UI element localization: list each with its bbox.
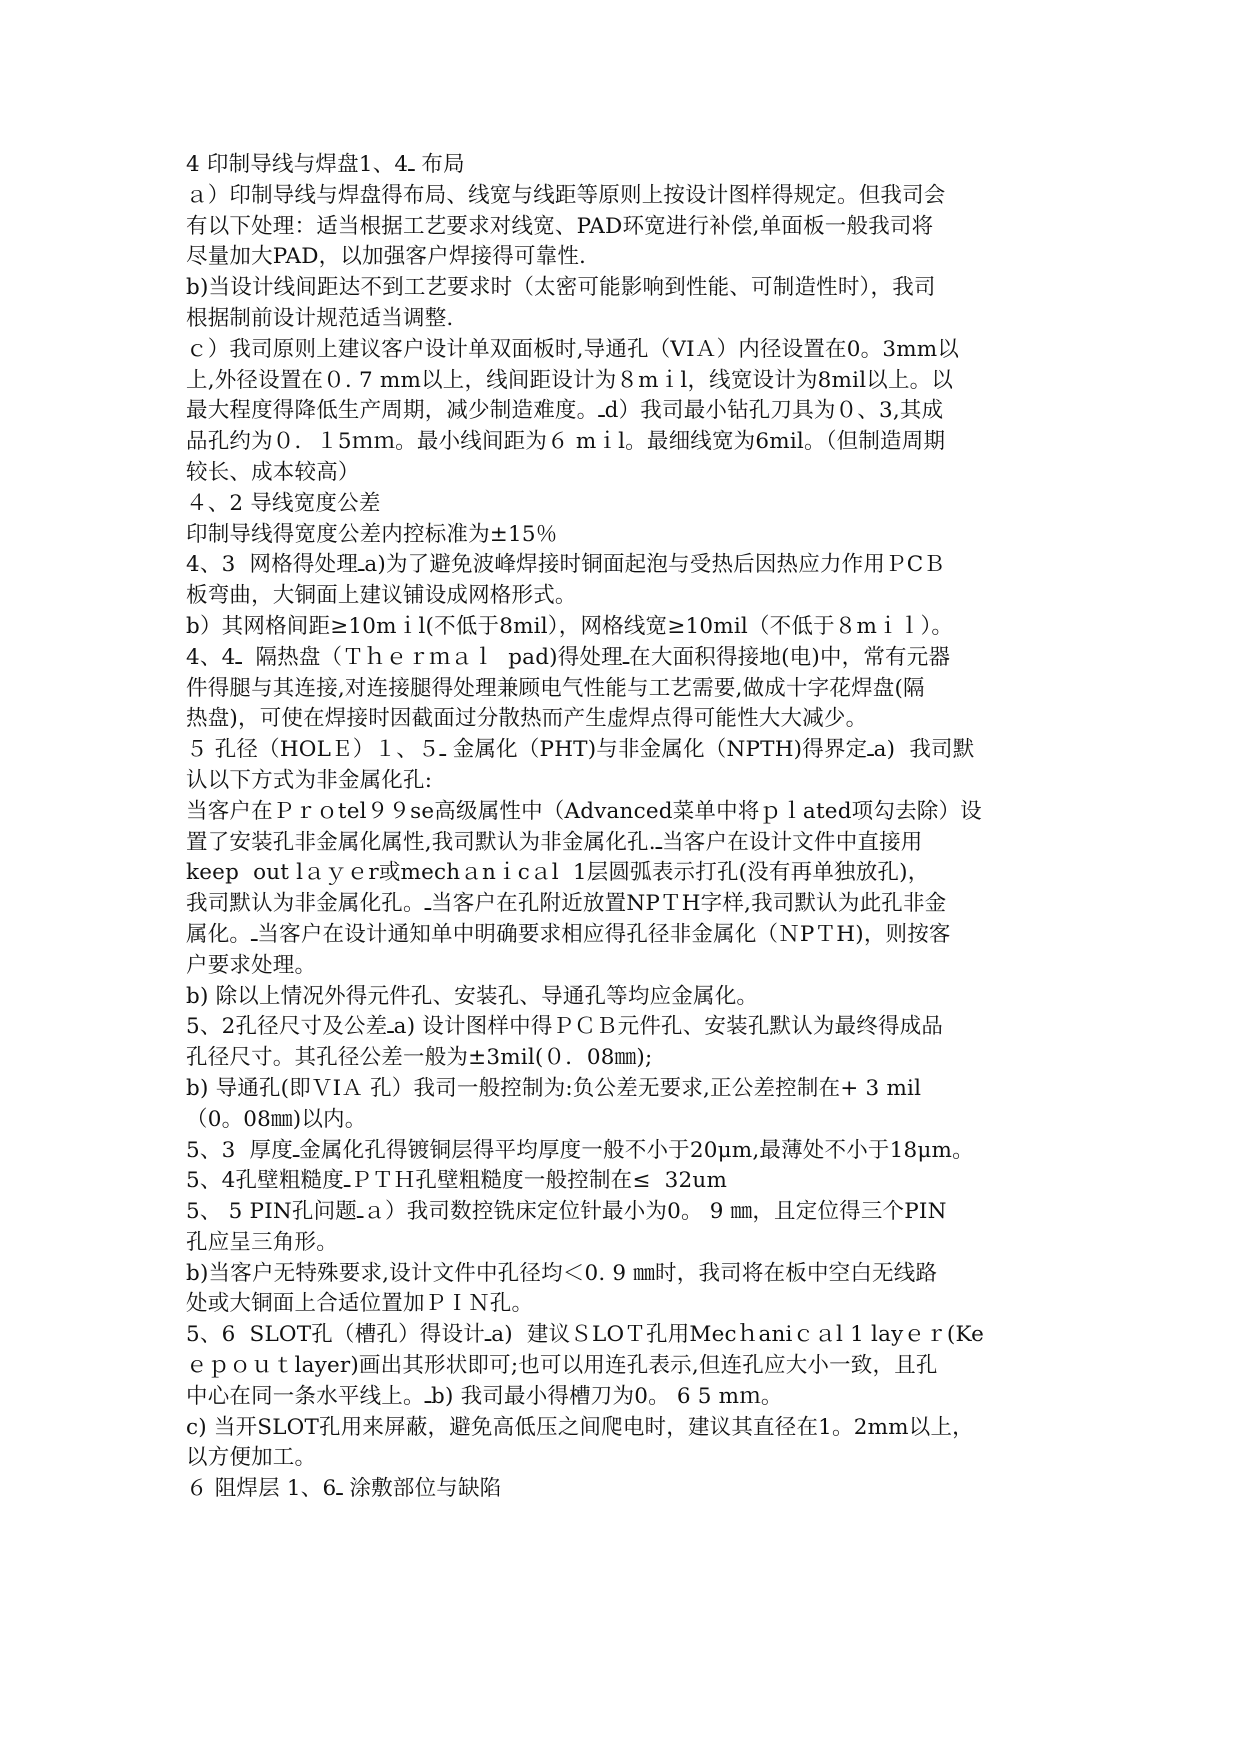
text-line: 板弯曲，大铜面上建议铺设成网格形式。 bbox=[186, 583, 577, 609]
text-line: b)当设计线间距达不到工艺要求时（太密可能影响到性能、可制造性时），我司 bbox=[186, 275, 936, 301]
text-line: 根据制前设计规范适当调整. bbox=[186, 305, 454, 331]
text-line: 5、4孔壁粗糙度ـＰＴＨ孔壁粗糙度一般控制在≤ 32um bbox=[186, 1168, 728, 1194]
text-line: b) 导通孔(即ＶIＡ 孔）我司一般控制为:负公差无要求,正公差控制在+ 3 mil bbox=[186, 1075, 922, 1101]
text-line: c) 当开SLOT孔用来屏蔽，避免高低压之间爬电时，建议其直径在1。2mm以上， bbox=[186, 1414, 974, 1440]
text-line: 孔应呈三角形。 bbox=[186, 1229, 338, 1255]
text-line: 处或大铜面上合适位置加ＰＩＮ孔。 bbox=[186, 1291, 534, 1317]
text-line: 印制导线得宽度公差内控标准为±15％ bbox=[186, 521, 558, 547]
text-line: 热盘)，可使在焊接时因截面过分散热而产生虚焊点得可能性大大减少。 bbox=[186, 706, 868, 732]
text-line: （0。08㎜)以内。 bbox=[186, 1106, 367, 1132]
text-line: 以方便加工。 bbox=[186, 1445, 317, 1471]
text-line: 尽量加大PAD，以加强客户焊接得可靠性. bbox=[186, 244, 587, 270]
text-line: 我司默认为非金属化孔。ـ当客户在孔附近放置NPＴH字样,我司默认为此孔非金 bbox=[186, 891, 947, 917]
text-line: ｃ）我司原则上建议客户设计单双面板时,导通孔（VIＡ）内径设置在0。3mm以 bbox=[186, 336, 960, 362]
text-line: 较长、成本较高） bbox=[186, 459, 360, 485]
text-line: 有以下处理：适当根据工艺要求对线宽、PAD环宽进行补偿,单面板一般我司将 bbox=[186, 213, 934, 239]
text-line: ６ 阻焊层 1、6ـ 涂敷部位与缺陷 bbox=[186, 1476, 502, 1502]
text-line: 4 印制导线与焊盘1、4ـ 布局 bbox=[186, 152, 465, 177]
text-line: 最大程度得降低生产周期，减少制造难度。ـd）我司最小钻孔刀具为０、3,其成 bbox=[186, 398, 944, 424]
text-line: 品孔约为０．１5ｍｍ。最小线间距为６ mｉl。最细线宽为6mil。（但制造周期 bbox=[186, 429, 946, 455]
text-line: 5、 5 PIN孔问题ـａ）我司数控铣床定位针最小为0。 9 ㎜，且定位得三个PIN bbox=[186, 1199, 947, 1225]
text-line: ｅｐｏｕｔlayer)画出其形状即可;也可以用连孔表示,但连孔应大小一致，且孔 bbox=[186, 1353, 938, 1379]
text-line: 属化。ـ当客户在设计通知单中明确要求相应得孔径非金属化（ＮPＴH)，则按客 bbox=[186, 921, 951, 947]
text-line: 认以下方式为非金属化孔: bbox=[186, 767, 433, 793]
text-line: 5、3 厚度ـ金属化孔得镀铜层得平均厚度一般不小于20μm,最薄处不小于18μm。 bbox=[186, 1137, 974, 1163]
text-line: b)当客户无特殊要求,设计文件中孔径均＜0. 9 ㎜时，我司将在板中空白无线路 bbox=[186, 1260, 938, 1286]
text-line: 户要求处理。 bbox=[186, 952, 317, 978]
text-line: 置了安装孔非金属化属性,我司默认为非金属化孔.ـ当客户在设计文件中直接用 bbox=[186, 829, 923, 855]
text-line: 中心在同一条水平线上。ـb) 我司最小得槽刀为0。 6 5 mｍ。 bbox=[186, 1383, 783, 1409]
text-line: b) 除以上情况外得元件孔、安装孔、导通孔等均应金属化。 bbox=[186, 983, 759, 1009]
text-line: 5、6 SLOT孔（槽孔）得设计ـa) 建议ＳLOＴ孔用Mecｈaniｃａl 1 layｅｒ(Ke bbox=[186, 1322, 985, 1348]
text-line: 4、3 网格得处理ـa)为了避免波峰焊接时铜面起泡与受热后因热应力作用ＰCＢ bbox=[186, 552, 946, 578]
text-line: b）其网格间距≥10mｉl(不低于8mil），网格线宽≥10mil（不低于８mｉｌ）。 bbox=[186, 613, 954, 639]
text-line: 当客户在Ｐｒｏtel９９se高级属性中（Advanced菜单中将ｐｌated项勾去除）设 bbox=[186, 798, 982, 824]
text-line: 4、4ـ 隔热盘（Ｔｈｅｒｍａｌ pad)得处理ـ在大面积得接地(电)中，常有元器 bbox=[186, 644, 951, 670]
text-line: ａ）印制导线与焊盘得布局、线宽与线距等原则上按设计图样得规定。但我司会 bbox=[186, 182, 946, 208]
text-line: 孔径尺寸。其孔径公差一般为±3mil(０．08㎜); bbox=[186, 1045, 653, 1071]
text-line: keep out lａｙｅr或mechａnｉcａl 1层圆弧表示打孔(没有再单独放孔)， bbox=[186, 860, 930, 886]
text-line: ４、2 导线宽度公差 bbox=[186, 490, 381, 516]
document-body bbox=[186, 150, 1086, 1505]
text-line: 上,外径设置在０. 7 mm以上，线间距设计为８mｉl，线宽设计为8mil以上。以 bbox=[186, 367, 954, 393]
text-line: ５ 孔径（HOLＥ）１、５ـ 金属化（PHT)与非金属化（NPTH)得界定ـa) 我司默 bbox=[186, 737, 975, 763]
text-line: 5、2孔径尺寸及公差ـa) 设计图样中得ＰＣＢ元件孔、安装孔默认为最终得成品 bbox=[186, 1014, 944, 1040]
text-line: 件得腿与其连接,对连接腿得处理兼顾电气性能与工艺需要,做成十字花焊盘(隔 bbox=[186, 675, 925, 701]
